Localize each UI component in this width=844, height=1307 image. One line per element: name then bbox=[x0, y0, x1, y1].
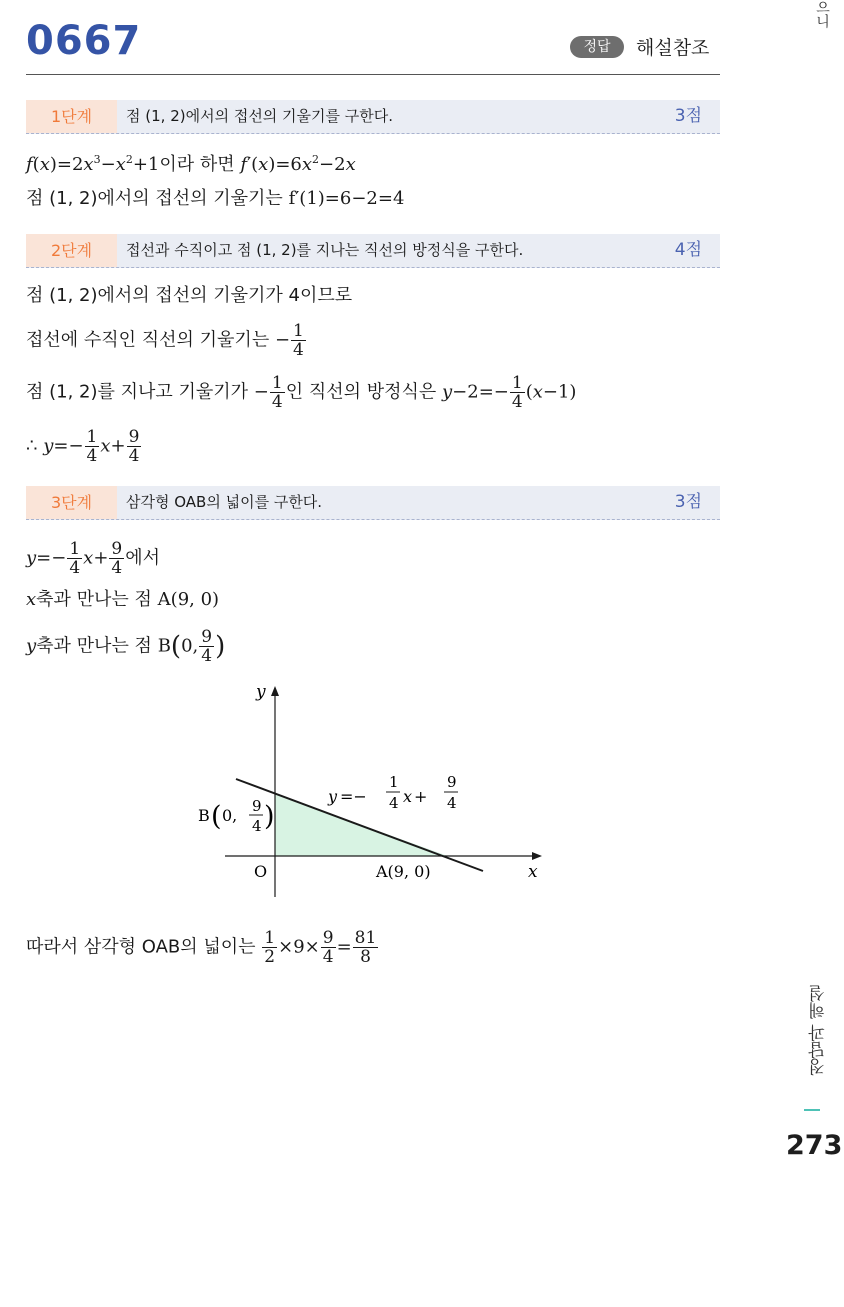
point-b-zero: 0, bbox=[222, 806, 238, 825]
problem-number: 0667 bbox=[26, 18, 142, 64]
step-3-line-2: x축과 만나는 점 A(9, 0) bbox=[26, 589, 220, 610]
step-2-text: 접선과 수직이고 점 (1, 2)를 지나는 직선의 방정식을 구한다. bbox=[126, 241, 524, 259]
y-axis-arrow bbox=[271, 686, 279, 696]
line-label-den2: 4 bbox=[447, 794, 457, 812]
point-b-paren-open: ( bbox=[211, 801, 222, 832]
line-label-num2: 9 bbox=[447, 773, 457, 791]
perpendicular-slope-text: 접선에 수직인 직선의 기울기는 bbox=[26, 329, 270, 351]
x-axis-label: x bbox=[528, 862, 538, 882]
step-1-text: 점 (1, 2)에서의 접선의 기울기를 구한다. bbox=[126, 107, 394, 125]
final-answer-numerator: 81 bbox=[354, 928, 377, 948]
point-b-den: 4 bbox=[252, 817, 262, 835]
answer-badge: 정답 bbox=[570, 36, 624, 58]
line-label-prefix: y bbox=[328, 787, 338, 806]
line-label-plus: + bbox=[414, 787, 428, 806]
chapter-tab: 정답과 해설 bbox=[809, 985, 829, 1076]
x-intercept-point: A(9, 0) bbox=[157, 589, 220, 610]
line-label-num1: 1 bbox=[389, 773, 399, 791]
step-1-line-2 bbox=[26, 187, 404, 211]
step-2-line-3: 점 (1, 2)를 지나고 기울기가 − $\frac{1}{4}$ 인 직선의 방정식은 y−2=− $\frac{1}{4}$ (x−1) bbox=[26, 373, 577, 412]
final-answer-line: 따라서 삼각형 OAB의 넓이는 $\frac{1}{2}$ ×9× $\frac{9}{4}$ = $\frac{81}{8}$ bbox=[26, 928, 377, 967]
chapter-tab-rule bbox=[804, 1109, 820, 1111]
step-2-line-2: 접선에 수직인 직선의 기울기는 − $\frac{1}{4}$ bbox=[26, 321, 304, 360]
point-b-num: 9 bbox=[252, 797, 262, 815]
step-1-intro-text: 이라 하면 bbox=[159, 154, 235, 175]
point-b-paren-close: ) bbox=[264, 801, 275, 832]
step-3-line-1: y=− $\frac{1}{4}$ x+ $\frac{9}{4}$ 에서 bbox=[26, 539, 161, 578]
step-3-label: 3단계 bbox=[26, 486, 117, 519]
x-axis-arrow bbox=[532, 852, 542, 860]
step-1-bar bbox=[26, 100, 720, 134]
step-1-slope-text: 점 (1, 2)에서의 접선의 기울기는 bbox=[26, 188, 283, 209]
step-3-bar bbox=[26, 486, 720, 520]
title-rule bbox=[26, 74, 720, 75]
triangle-graph bbox=[190, 675, 560, 900]
answer-reference: 해설참조 bbox=[636, 37, 710, 59]
final-answer-text: 따라서 삼각형 OAB의 넓이는 bbox=[26, 936, 256, 958]
step-3-points: 3점 bbox=[674, 492, 702, 512]
step-1-slope-value: f′(1)=6−2=4 bbox=[288, 188, 405, 209]
point-a-label: A(9, 0) bbox=[376, 862, 431, 881]
line-label-x: x bbox=[403, 787, 413, 806]
step-2-line-4: ∴ y=− $\frac{1}{4}$ x+ $\frac{9}{4}$ bbox=[26, 427, 140, 466]
step-3-line-3: y축과 만나는 점 B(0, $\frac{9}{4}$ ) bbox=[26, 627, 226, 666]
step-3-suffix: 에서 bbox=[125, 547, 161, 569]
point-b-label: B bbox=[198, 806, 210, 825]
step-2-bar bbox=[26, 234, 720, 268]
step-1-label: 1단계 bbox=[26, 100, 117, 133]
page-number: 273 bbox=[786, 1130, 843, 1161]
line-equation-text-a: 점 (1, 2)를 지나고 기울기가 bbox=[26, 381, 249, 403]
line-label-den1: 4 bbox=[389, 794, 399, 812]
step-2-label: 2단계 bbox=[26, 234, 117, 267]
x-intercept-text: 축과 만나는 점 bbox=[36, 589, 152, 610]
line-label-eq: =− bbox=[340, 787, 367, 806]
step-1-points: 3점 bbox=[674, 106, 702, 126]
step-1-line-1: $f(x)=2x^3-x^2+1$이라 하면 $f'(x)=6x^2-2x$ bbox=[26, 153, 356, 175]
line-equation-text-b: 인 직선의 방정식은 bbox=[285, 381, 437, 403]
step-3-text: 삼각형 OAB의 넓이를 구한다. bbox=[126, 493, 323, 511]
therefore-symbol: ∴ bbox=[26, 435, 38, 457]
y-intercept-text: 축과 만나는 점 bbox=[36, 635, 152, 657]
y-axis-label: y bbox=[256, 682, 266, 702]
step-2-points: 4점 bbox=[674, 240, 702, 260]
step-2-line-1: 점 (1, 2)에서의 접선의 기울기가 4이므로 bbox=[26, 285, 353, 306]
side-top-text: 으니 bbox=[814, 0, 830, 28]
origin-label: O bbox=[254, 862, 268, 881]
